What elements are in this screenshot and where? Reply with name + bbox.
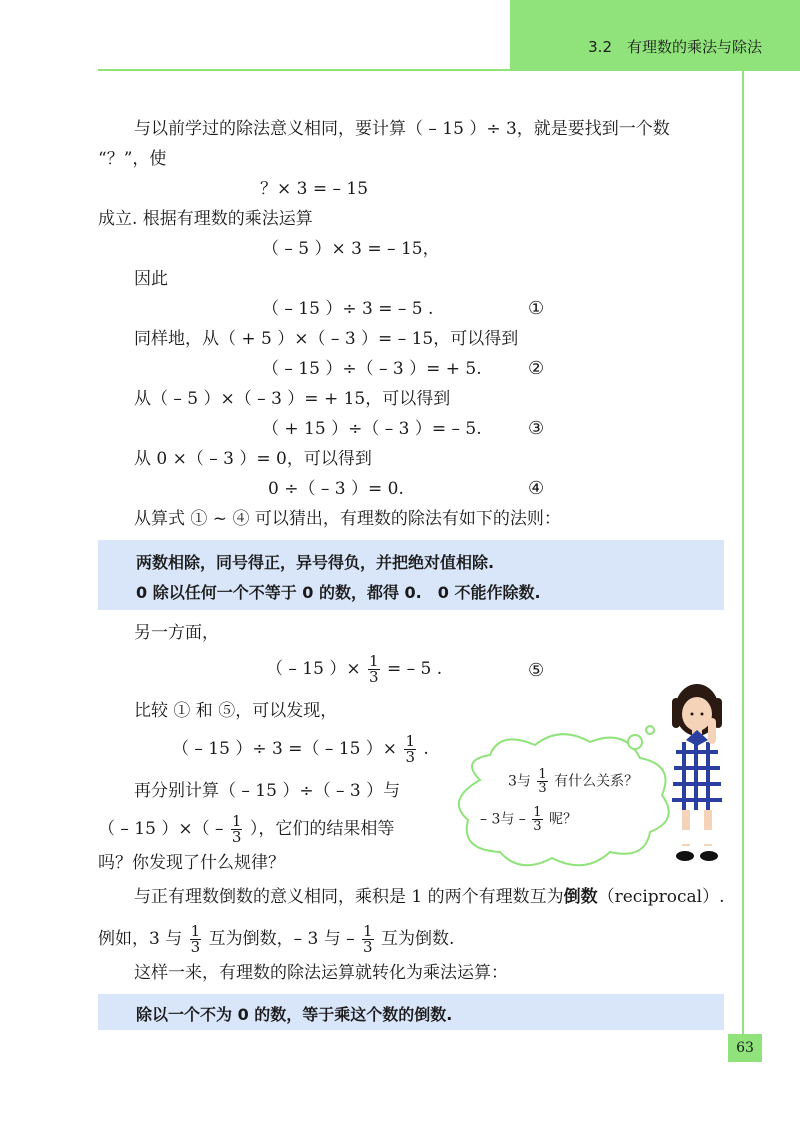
equation-6 <box>266 654 442 685</box>
equation-2: （ – 15 ）÷ 3 = – 5 . <box>262 299 434 319</box>
equation-3: （ – 15 ）÷（ – 3 ）= + 5. <box>262 359 482 379</box>
girl-illustration <box>652 670 742 870</box>
paragraph-9b: （ – 15 ）×（ – $\frac{1}{3}$ ），它们的结果相等 <box>98 812 395 846</box>
equation-7-left: （ – 15 ）÷ 3 =（ – 15 ）× <box>172 739 398 759</box>
paragraph-5: 从 0 ×（ – 3 ）= 0，可以得到 <box>134 449 372 469</box>
fraction-one-third: $\frac{1}{3}$ <box>533 805 542 834</box>
paragraph-8: 比较 ① 和 ⑤，可以发现， <box>134 701 338 721</box>
equation-6-left: （ – 15 ）× <box>266 659 361 679</box>
equation-number-3: ③ <box>528 418 545 439</box>
paragraph-10: 与正有理数倒数的意义相同，乘积是 1 的两个有理数互为倒数（reciprocal）. <box>134 887 725 907</box>
reciprocal-rule-box <box>98 994 724 1030</box>
equation-number-2: ② <box>528 358 545 379</box>
page-number: 63 <box>728 1034 762 1062</box>
equation-6-right: = – 5 . <box>386 659 443 679</box>
paragraph-therefore: 因此 <box>134 269 168 289</box>
equation-number-1: ① <box>528 298 545 319</box>
bubble-line-2: – 3与 – $\frac{1}{3}$ 呢？ <box>480 805 577 834</box>
paragraph-6: 从算式 ① ~ ④ 可以猜出，有理数的除法有如下的法则： <box>134 509 561 529</box>
fraction-one-third: $\frac{1}{3}$ <box>363 922 373 956</box>
division-rule-box <box>98 540 724 610</box>
thought-bubble <box>440 720 680 880</box>
equation-number-4: ④ <box>528 478 545 499</box>
equation-7-right: . <box>423 739 429 759</box>
paragraph-2: 成立. 根据有理数的乘法运算 <box>98 209 313 229</box>
paragraph-1a: 与以前学过的除法意义相同，要计算（ – 15 ）÷ 3，就是要找到一个数 <box>134 119 670 139</box>
fraction-one-third: $\frac{1}{3}$ <box>405 732 415 766</box>
margin-rule <box>742 70 744 1060</box>
fraction-one-third: $\frac{1}{3}$ <box>190 922 201 956</box>
header-rule <box>98 69 800 71</box>
rule-line-2: 0 除以任何一个不等于 0 的数，都得 0. 0 不能作除数. <box>136 583 541 602</box>
term-reciprocal: 倒数 <box>563 887 598 907</box>
fraction-one-third: $\frac{1}{3}$ <box>231 812 242 846</box>
rule-line-1: 两数相除，同号得正，异号得负，并把绝对值相除. <box>136 553 495 572</box>
paragraph-12: 这样一来，有理数的除法运算就转化为乘法运算： <box>134 963 508 983</box>
equation-5: 0 ÷（ – 3 ）= 0. <box>268 479 404 499</box>
header-tab <box>510 0 800 70</box>
fraction-one-third: $\frac{1}{3}$ <box>369 652 379 686</box>
paragraph-9a: 再分别计算（ – 15 ）÷（ – 3 ）与 <box>134 781 401 801</box>
bubble-line-1: 3与 $\frac{1}{3}$ 有什么关系？ <box>508 767 639 796</box>
equation-number-5: ⑤ <box>528 660 545 681</box>
section-title: 3.2 有理数的乘法与除法 <box>588 38 762 56</box>
equation-1: （ – 5 ）× 3 = – 15， <box>262 239 440 259</box>
equation-4: （ + 15 ）÷（ – 3 ）= – 5. <box>262 419 482 439</box>
equation-question: ？× 3 = – 15 <box>260 179 369 199</box>
paragraph-7: 另一方面， <box>134 623 219 643</box>
paragraph-11: 例如，3 与 $\frac{1}{3}$ 互为倒数，– 3 与 – $\frac{1}{3}$ 互为倒数. <box>98 922 455 956</box>
equation-7 <box>172 734 429 765</box>
paragraph-4: 从（ – 5 ）×（ – 3 ）= + 15，可以得到 <box>134 389 451 409</box>
paragraph-9c: 吗？你发现了什么规律？ <box>98 853 285 873</box>
paragraph-1b: “？”，使 <box>98 149 167 169</box>
paragraph-3: 同样地，从（ + 5 ）×（ – 3 ）= – 15，可以得到 <box>134 329 519 349</box>
rule-line-reciprocal: 除以一个不为 0 的数，等于乘这个数的倒数. <box>136 1005 453 1024</box>
fraction-one-third: $\frac{1}{3}$ <box>538 767 547 796</box>
